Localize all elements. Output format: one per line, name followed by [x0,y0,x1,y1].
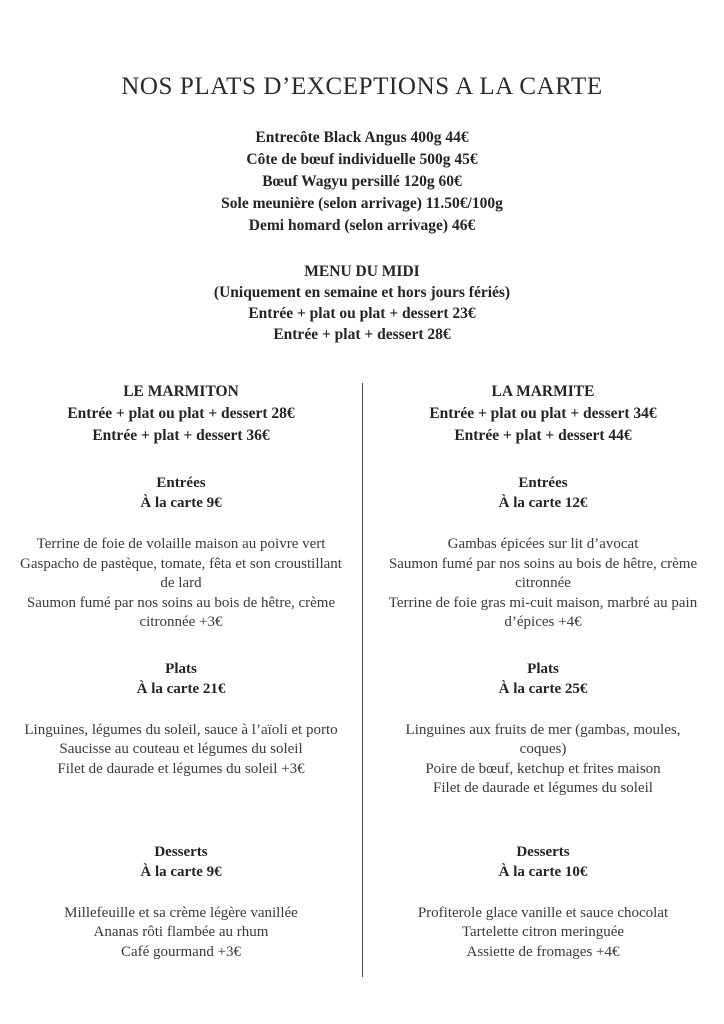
menu-formula: Entrée + plat + dessert 36€ [92,427,270,444]
page-title: NOS PLATS D’EXCEPTIONS A LA CARTE [121,73,603,100]
dish-list [20,904,342,963]
section-plats [20,659,342,818]
dish-item: Profiterole glace vanille et sauce chocolat [417,904,669,921]
section-title: Entrées [156,475,206,491]
menu-formula: Entrée + plat ou plat + dessert 34€ [429,405,657,422]
column-divider [362,383,363,977]
dish-item: Linguines aux fruits de mer (gambas, moules, coques) [405,721,681,757]
dish-item: Millefeuille et sa crème légère vanillée [64,904,298,921]
dish-item: Saumon fumé par nos soins au bois de hêtre, crème citronnée [388,555,698,591]
dish-item: Saumon fumé par nos soins au bois de hêtre, crème citronnée +3€ [26,594,336,630]
dish-item: Terrine de foie de volaille maison au poivre vert [36,536,326,552]
section-desserts [20,842,342,963]
section-price: À la carte 12€ [498,495,588,511]
dish-item: Filet de daurade et légumes du soleil +3€ [57,760,305,777]
dish-list [382,904,704,963]
section-entrees [20,473,342,633]
dish-list [382,721,704,818]
a-la-carte-item: Côte de bœuf individuelle 500g 45€ [246,151,478,168]
dish-item: Ananas rôti flambée au rhum [93,924,269,940]
a-la-carte-item: Bœuf Wagyu persillé 120g 60€ [262,173,462,190]
menu-du-midi-note: (Uniquement en semaine et hors jours fériés) [213,284,511,301]
section-desserts [382,842,704,963]
a-la-carte-item: Demi homard (selon arrivage) 46€ [248,217,476,234]
menu-formula: Entrée + plat ou plat + dessert 28€ [67,405,295,422]
section-price: À la carte 21€ [136,680,226,697]
section-title: Desserts [516,843,570,860]
menu-name: LA MARMITE [491,383,595,400]
section-plats [382,659,704,818]
dish-list [20,535,342,633]
section-title: Desserts [154,843,208,860]
section-price: À la carte 9€ [140,863,222,880]
section-title: Plats [527,660,559,677]
section-price: À la carte 10€ [498,863,588,880]
section-price: À la carte 9€ [140,495,222,511]
a-la-carte-item: Entrecôte Black Angus 400g 44€ [255,129,469,146]
a-la-carte-list [0,127,724,237]
section-title: Plats [165,660,197,677]
menu-du-midi-formula: Entrée + plat + dessert 28€ [273,326,451,343]
dish-item: Terrine de foie gras mi-cuit maison, marbré au pain d’épices +4€ [388,594,698,630]
dish-item: Assiette de fromages +4€ [466,943,620,960]
menu-du-midi [0,261,724,345]
menus-columns [0,381,724,962]
a-la-carte-item: Sole meunière (selon arrivage) 11.50€/100g [221,195,503,212]
section-price: À la carte 25€ [498,680,588,697]
dish-list [382,535,704,633]
section-title: Entrées [518,475,568,491]
dish-item: Poire de bœuf, ketchup et frites maison [425,760,661,777]
dish-item: Gaspacho de pastèque, tomate, fêta et son croustillant de lard [20,555,342,591]
menu-name: LE MARMITON [123,383,239,400]
menu-formula: Entrée + plat + dessert 44€ [454,427,632,444]
dish-item: Café gourmand +3€ [120,943,242,960]
menu-le-marmiton [0,381,362,962]
menu-la-marmite [362,381,724,962]
dish-list [20,721,342,818]
dish-item: Linguines, légumes du soleil, sauce à l’aïoli et porto [24,721,338,738]
menu-du-midi-title: MENU DU MIDI [304,263,420,280]
dish-item: Gambas épicées sur lit d’avocat [447,536,639,552]
menu-du-midi-formula: Entrée + plat ou plat + dessert 23€ [248,305,476,322]
section-entrees [382,473,704,633]
dish-item: Filet de daurade et légumes du soleil [433,780,653,796]
dish-item: Tartelette citron meringuée [461,924,625,940]
dish-item: Saucisse au couteau et légumes du soleil [59,741,303,757]
